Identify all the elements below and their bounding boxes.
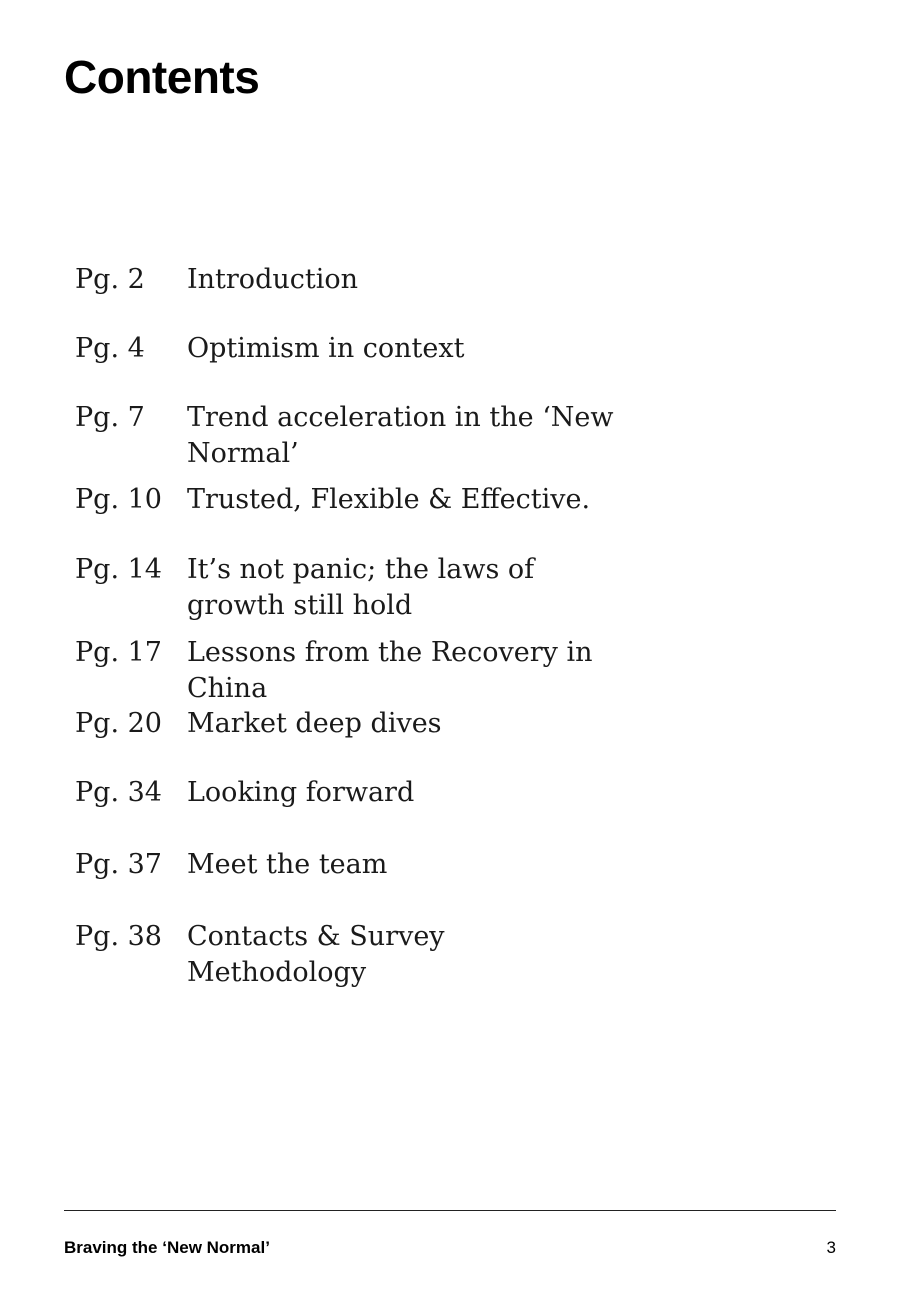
toc-entry[interactable] — [75, 262, 695, 298]
toc-entry[interactable] — [75, 482, 695, 518]
toc-entry-title: Market deep dives — [187, 708, 442, 739]
toc-entry[interactable] — [75, 331, 695, 367]
toc-page-number: Pg. 17 — [75, 637, 162, 668]
toc-entry-title: Contacts & Survey Methodology — [187, 921, 445, 988]
toc-entry[interactable] — [75, 919, 695, 991]
toc-page-number: Pg. 10 — [75, 484, 162, 515]
footer-divider — [64, 1210, 836, 1211]
toc-entry-title: Optimism in context — [187, 333, 465, 364]
toc-entry[interactable] — [75, 400, 695, 472]
footer-document-title: Braving the ‘New Normal’ — [64, 1238, 270, 1257]
toc-page-number: Pg. 20 — [75, 708, 162, 739]
toc-page-number: Pg. 37 — [75, 849, 162, 880]
toc-page-number: Pg. 7 — [75, 402, 145, 433]
footer-page-number: 3 — [826, 1238, 836, 1257]
toc-entry[interactable] — [75, 706, 695, 742]
toc-page-number: Pg. 34 — [75, 777, 162, 808]
toc-entry-title: Lessons from the Recovery in China — [187, 637, 593, 704]
toc-entry-title: Trusted, Flexible & Effective. — [187, 484, 591, 515]
toc-entry-title: Looking forward — [187, 777, 415, 808]
toc-entry-title: Introduction — [187, 264, 358, 295]
toc-page-number: Pg. 38 — [75, 921, 162, 952]
toc-page-number: Pg. 2 — [75, 264, 145, 295]
toc-entry[interactable] — [75, 635, 695, 707]
toc-entry[interactable] — [75, 775, 695, 811]
toc-entry[interactable] — [75, 847, 695, 883]
toc-entry-title: Meet the team — [187, 849, 388, 880]
toc-page-number: Pg. 14 — [75, 554, 162, 585]
toc-entry-title: It’s not panic; the laws of growth still hold — [187, 554, 535, 621]
toc-entry-title: Trend acceleration in the ‘New Normal’ — [187, 402, 614, 469]
toc-entry[interactable] — [75, 552, 695, 624]
page-title: Contents — [64, 51, 260, 103]
toc-page-number: Pg. 4 — [75, 333, 145, 364]
